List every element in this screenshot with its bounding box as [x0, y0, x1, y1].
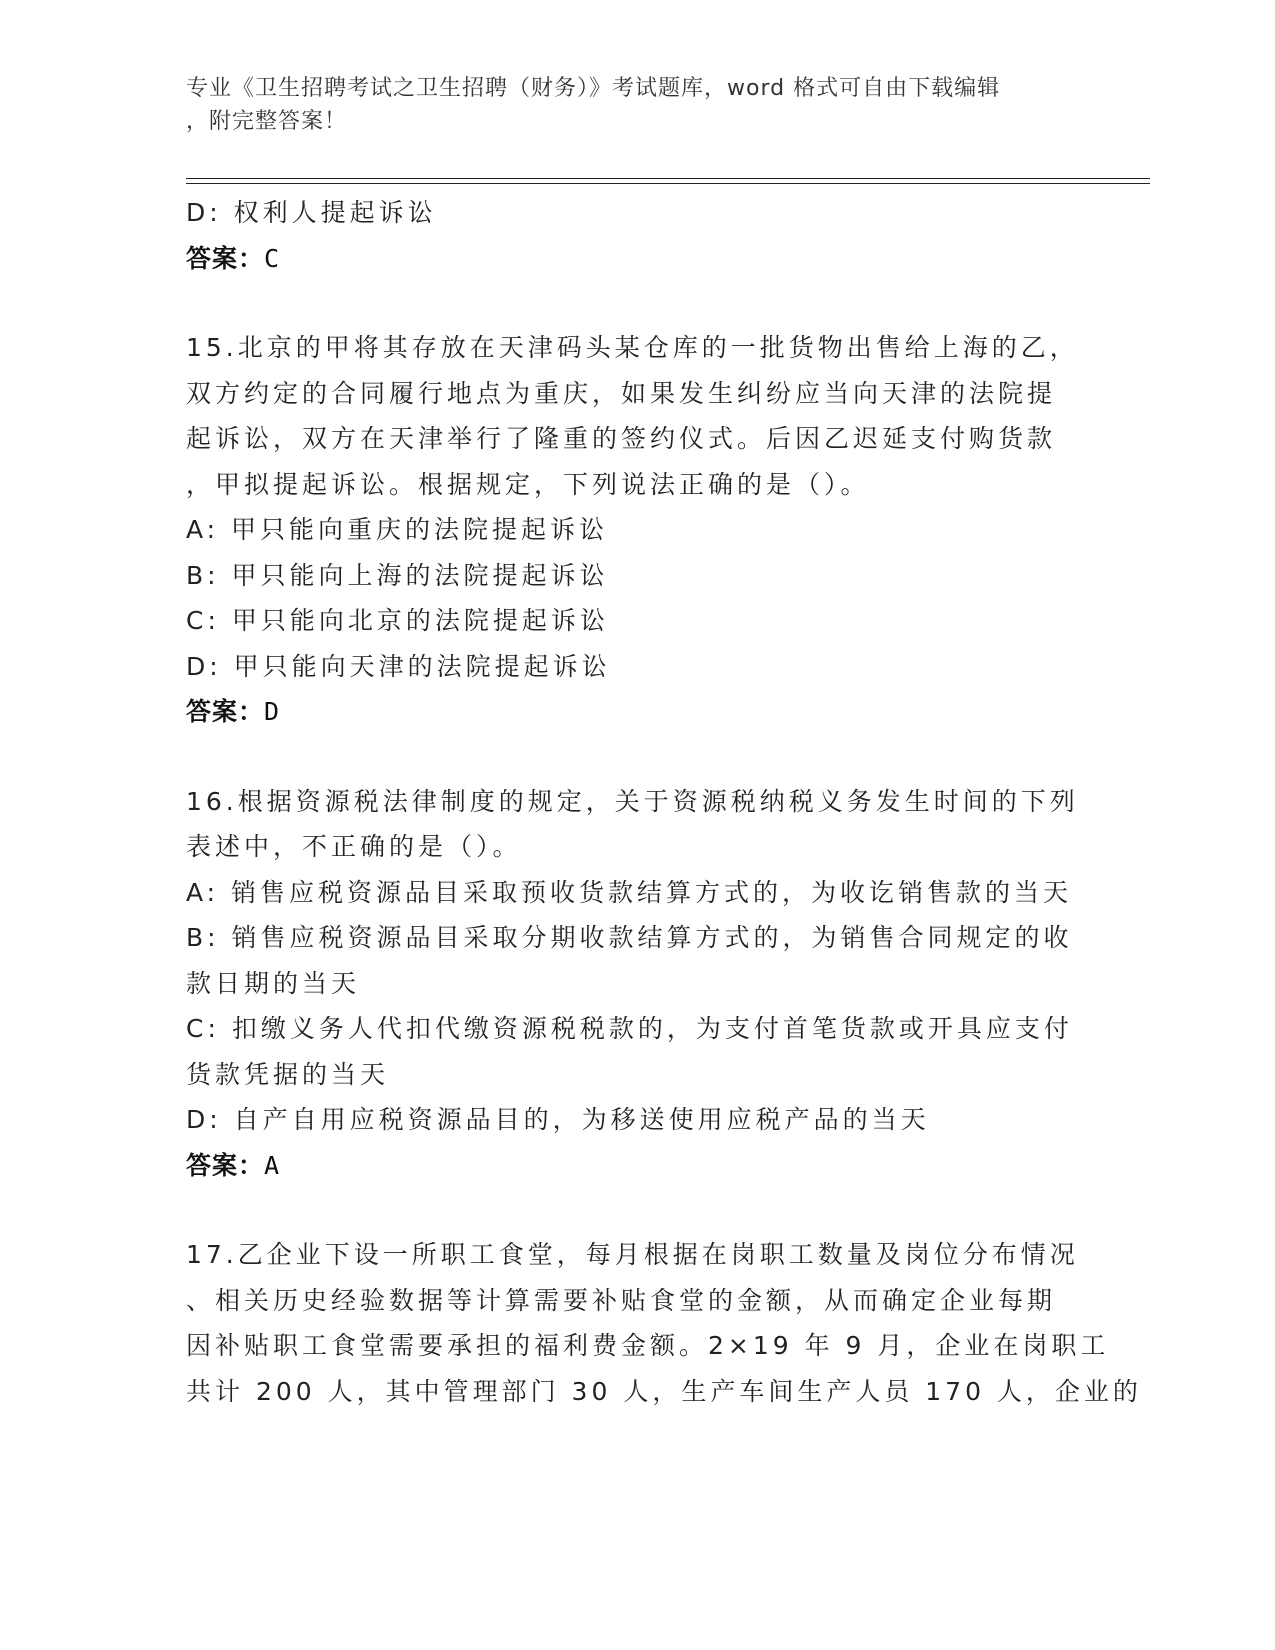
header-divider-top — [186, 178, 1150, 179]
question-17 — [186, 1232, 1142, 1414]
option-b: B: 销售应税资源品目采取分期收款结算方式的，为销售合同规定的收 — [186, 923, 1073, 952]
answer-value: A — [264, 1150, 280, 1180]
option-d: D: 权利人提起诉讼 — [186, 198, 437, 227]
option-c-continued: 货款凭据的当天 — [186, 1059, 390, 1089]
answer-line — [186, 689, 1086, 735]
answer-label: 答案： — [186, 697, 265, 726]
option-b-continued: 款日期的当天 — [186, 968, 361, 998]
question-stem-line: 因补贴职工食堂需要承担的福利费金额。2×19 年 9 月，企业在岗职工 — [186, 1331, 1110, 1360]
answer-label: 答案： — [186, 1150, 265, 1180]
question-16 — [186, 779, 1086, 1189]
header-line-2: ，附完整答案！ — [186, 109, 348, 134]
question-stem-line: 共计 200 人，其中管理部门 30 人，生产车间生产人员 170 人，企业的 — [186, 1376, 1142, 1406]
question-stem-line: 表述中，不正确的是（）。 — [186, 832, 522, 861]
answer-value: C — [264, 243, 280, 273]
answer-line — [186, 236, 1086, 282]
answer-line — [186, 1143, 1086, 1189]
option-a: A: 甲只能向重庆的法院提起诉讼 — [186, 515, 609, 544]
question-stem-line: 、相关历史经验数据等计算需要补贴食堂的金额，从而确定企业每期 — [186, 1285, 1057, 1315]
question-gap — [186, 1188, 1086, 1232]
question-15 — [186, 325, 1086, 735]
question-stem-line: 17.乙企业下设一所职工食堂，每月根据在岗职工数量及岗位分布情况 — [186, 1240, 1079, 1269]
question-stem-line: 起诉讼，双方在天津举行了隆重的签约仪式。后因乙迟延支付购货款 — [186, 424, 1057, 453]
question-stem-line: 双方约定的合同履行地点为重庆，如果发生纠纷应当向天津的法院提 — [186, 378, 1057, 408]
header-divider-bottom — [186, 183, 1150, 184]
question-stem-line: ，甲拟提起诉讼。根据规定，下列说法正确的是（）。 — [186, 469, 870, 499]
question-content — [186, 190, 1142, 1414]
question-14 — [186, 190, 1086, 281]
question-stem-line: 16.根据资源税法律制度的规定，关于资源税纳税义务发生时间的下列 — [186, 786, 1079, 816]
option-b: B: 甲只能向上海的法院提起诉讼 — [186, 560, 609, 590]
question-stem-line: 15.北京的甲将其存放在天津码头某仓库的一批货物出售给上海的乙， — [186, 333, 1079, 362]
question-gap — [186, 281, 1086, 325]
answer-value: D — [264, 697, 280, 726]
option-a: A: 销售应税资源品目采取预收货款结算方式的，为收讫销售款的当天 — [186, 877, 1073, 907]
option-c: C: 甲只能向北京的法院提起诉讼 — [186, 606, 609, 635]
option-d: D: 甲只能向天津的法院提起诉讼 — [186, 651, 611, 681]
option-d: D: 自产自用应税资源品目的，为移送使用应税产品的当天 — [186, 1105, 930, 1134]
document-header — [186, 72, 1086, 138]
answer-label: 答案： — [186, 243, 265, 273]
option-c: C: 扣缴义务人代扣代缴资源税税款的，为支付首笔货款或开具应支付 — [186, 1014, 1073, 1043]
question-gap — [186, 735, 1086, 779]
header-line-1: 专业《卫生招聘考试之卫生招聘（财务）》考试题库，word 格式可自由下载编辑 — [186, 76, 1001, 101]
